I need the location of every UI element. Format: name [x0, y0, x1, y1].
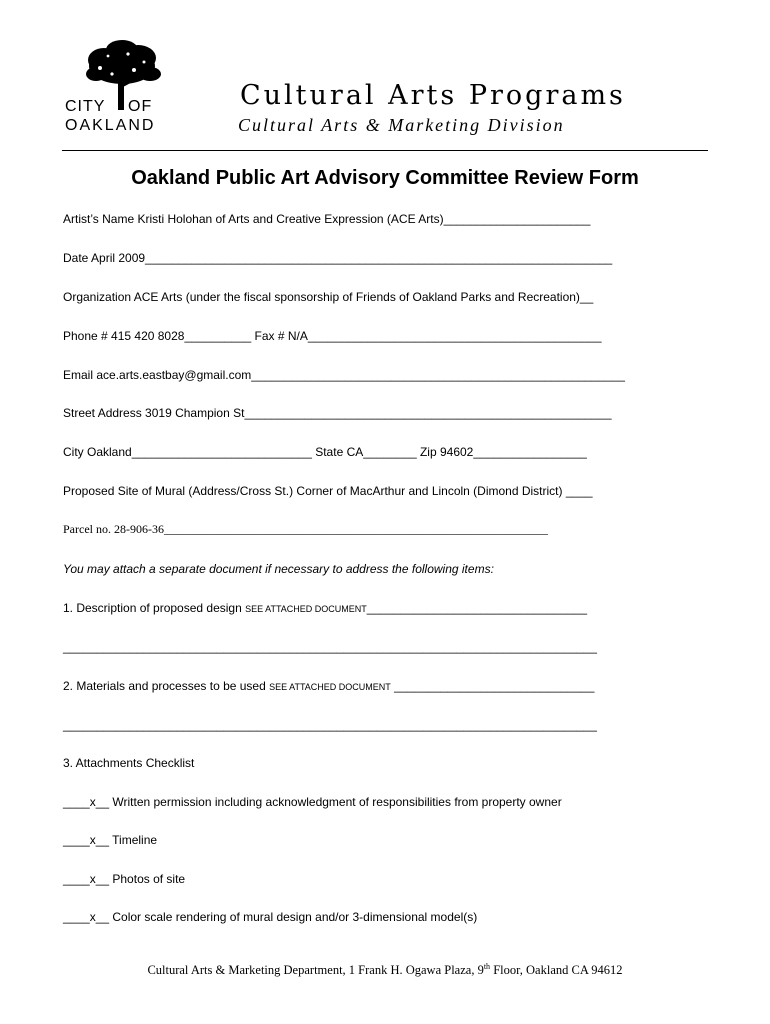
item1-description — [63, 601, 587, 615]
footer-address — [0, 962, 770, 978]
proposed-site-field: Proposed Site of Mural (Address/Cross St.) Corner of MacArthur and Lincoln (Dimond District) ____ — [63, 484, 593, 498]
logo-city-text: CITY — [65, 98, 106, 115]
footer-text-start: Cultural Arts & Marketing Department, 1 Frank H. Ogawa Plaza, 9 — [147, 963, 484, 978]
city-state-zip-field: City Oakland___________________________ State CA________ Zip 94602_________________ — [63, 445, 587, 459]
street-address-field: Street Address 3019 Champion St_______________________________________________________ — [63, 406, 612, 420]
checklist-item: ____x__ Written permission including acknowledgment of responsibilities from property owner — [63, 795, 562, 809]
parcel-field: Parcel no. 28-906-36________________________________________________________________ — [63, 522, 548, 536]
email-field: Email ace.arts.eastbay@gmail.com________________________________________________________ — [63, 368, 625, 382]
item3-label: 3. Attachments Checklist — [63, 756, 195, 770]
header-title: Cultural Arts Programs — [240, 80, 626, 111]
checklist-item: ____x__ Color scale rendering of mural design and/or 3-dimensional model(s) — [63, 910, 478, 924]
item1-label: 1. Description of proposed design — [63, 601, 246, 615]
logo-oakland-text: OAKLAND — [65, 117, 156, 134]
attach-note: You may attach a separate document if necessary to address the following items: — [63, 562, 494, 576]
footer-text-end: Floor, Oakland CA 94612 — [490, 963, 623, 978]
phone-fax-field: Phone # 415 420 8028__________ Fax # N/A____________________________________________ — [63, 329, 602, 343]
city-of-oakland-logo — [60, 40, 190, 140]
item1-extra-line: ________________________________________________________________________________ — [63, 640, 597, 654]
item2-extra-line: ________________________________________________________________________________ — [63, 718, 597, 732]
header-divider — [62, 150, 708, 151]
item2-materials — [63, 679, 594, 693]
item2-value: SEE ATTACHED DOCUMENT — [269, 682, 391, 692]
artist-name-field: Artist’s Name Kristi Holohan of Arts and Creative Expression (ACE Arts)______________________ — [63, 212, 591, 226]
organization-field: Organization ACE Arts (under the fiscal sponsorship of Friends of Oakland Parks and Recreation)__ — [63, 290, 594, 304]
checklist-item: ____x__ Photos of site — [63, 872, 186, 886]
header-subtitle: Cultural Arts & Marketing Division — [238, 115, 565, 135]
form-title: Oakland Public Art Advisory Committee Review Form — [131, 167, 639, 189]
item1-value: SEE ATTACHED DOCUMENT — [245, 604, 367, 614]
date-field: Date April 2009______________________________________________________________________ — [63, 251, 613, 265]
item2-blank: ______________________________ — [390, 679, 595, 693]
logo-of-text: OF — [128, 98, 153, 115]
footer-superscript: th — [483, 962, 491, 971]
checklist-item: ____x__ Timeline — [63, 833, 158, 847]
item2-label: 2. Materials and processes to be used — [63, 679, 270, 693]
item1-blank: _________________________________ — [366, 601, 588, 615]
